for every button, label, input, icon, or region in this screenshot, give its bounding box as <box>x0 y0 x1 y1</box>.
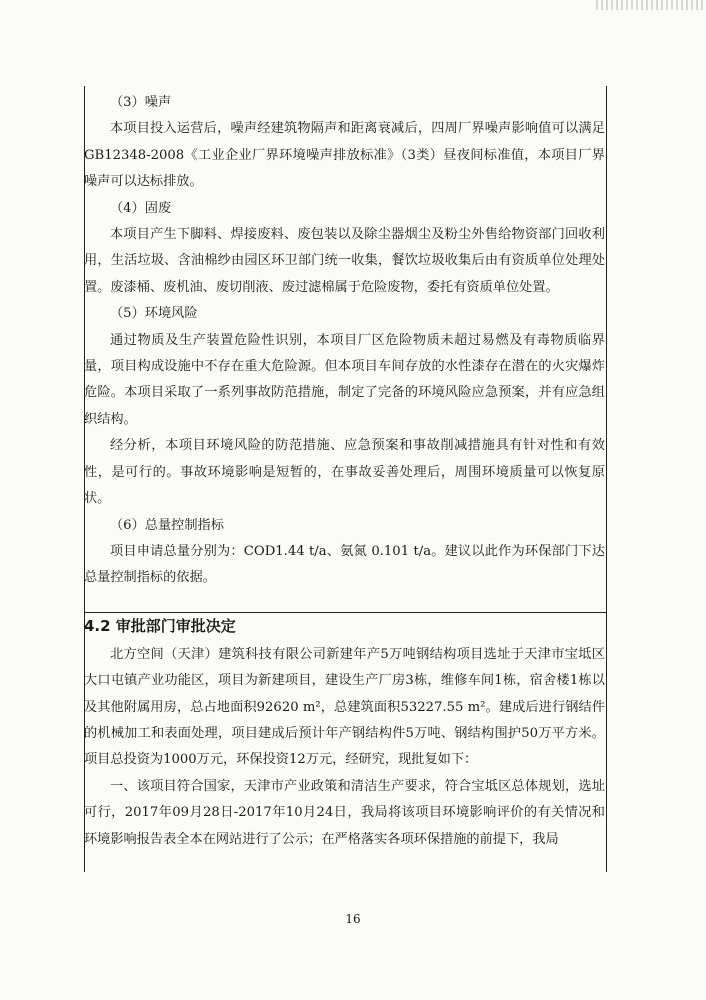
subheading-total-control: （6）总量控制指标 <box>110 517 224 533</box>
subheading-environmental-risk: （5）环境风险 <box>110 306 198 322</box>
paragraph-total-control: 项目申请总量分别为：COD1.44 t/a、氨氮 0.101 t/a。建议以此作为环保部门下达总量控制指标的依据。 <box>84 543 605 586</box>
paragraph-approval-one: 一、该项目符合国家，天津市产业政策和清洁生产要求，符合宝坻区总体规划，选址可行，2017年09月28日-2017年10月24日，我局将该项目环境影响评价的有关情况和环境影响报告表全本在网站进行了公示；在严格落实各项环保措施的前提下，我局 <box>84 778 605 847</box>
paragraph-solid-waste: 本项目产生下脚料、焊接废料、废包装以及除尘器烟尘及粉尘外售给物资部门回收利用，生活垃圾、含油棉纱由园区环卫部门统一收集，餐饮垃圾收集后由有资质单位处理处置。废漆桶、废机油、废切削液、废过滤棉属于危险废物，委托有资质单位处置。 <box>84 227 605 295</box>
page-number: 16 <box>345 912 361 926</box>
document-body <box>84 90 605 853</box>
subheading-solid-waste: （4）固废 <box>110 200 172 216</box>
scan-artifact <box>596 0 706 10</box>
paragraph-noise: 本项目投入运营后，噪声经建筑物隔声和距离衰减后，四周厂界噪声影响值可以满足GB12348-2008《工业企业厂界环境噪声排放标准》（3类）昼夜间标准值，本项目厂界噪声可以达标排放。 <box>84 121 605 190</box>
section-heading: 4.2 审批部门审批决定 <box>84 616 236 635</box>
subheading-noise: （3）噪声 <box>110 95 172 110</box>
paragraph-project-overview: 北方空间（天津）建筑科技有限公司新建年产5万吨钢结构项目选址于天津市宝坻区大口屯镇产业功能区，项目为新建项目，建设生产厂房3栋，维修车间1栋，宿舍楼1栋以及其他附属用房，总占地面积92620 m²，总建筑面积53227.55 m²。建成后进行钢结件的机械加工和表面处理，项目建成后预计年产钢结构件5万吨、钢结构围护50万平方米。项目总投资为1000万元，环保投资12万元，经研究，现批复如下： <box>84 646 605 768</box>
paragraph-risk-analysis: 经分析，本项目环境风险的防范措施、应急预案和事故削减措施具有针对性和有效性，是可行的。事故环境影响是短暂的，在事故妥善处理后，周围环境质量可以恢复原状。 <box>84 438 605 507</box>
paragraph-risk-identification: 通过物质及生产装置危险性识别，本项目厂区危险物质未超过易燃及有毒物质临界量，项目构成设施中不存在重大危险源。但本项目车间存放的水性漆存在潜在的火灾爆炸危险。本项目采取了一系列事故防范措施，制定了完备的环境风险应急预案，并有应急组织结构。 <box>84 332 605 427</box>
